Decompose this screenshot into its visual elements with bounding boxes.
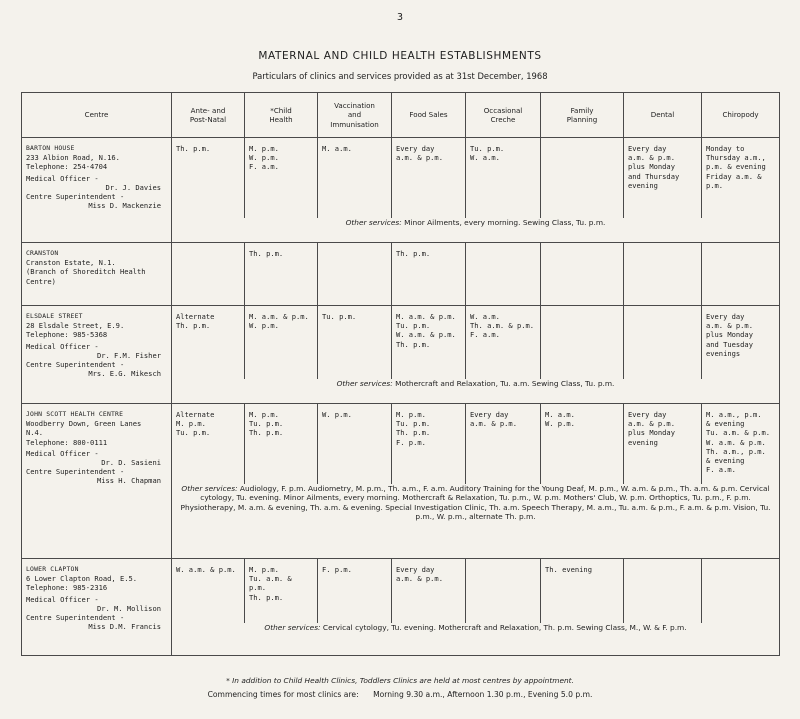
- cell-occasional-creche: [466, 404, 541, 485]
- cell-occasional-creche: [466, 243, 541, 306]
- cell-vaccination: [318, 559, 392, 624]
- superintendent-label: Centre Superintendent -: [26, 360, 125, 370]
- cell-text: M. p.m. W. p.m. F. a.m.: [249, 144, 279, 172]
- centre-address: Cranston Estate, N.1. (Branch of Shoreditch Health Centre): [26, 258, 146, 286]
- superintendent-name: Miss H. Chapman: [96, 476, 161, 486]
- commencing-label: Commencing times for most clinics are:: [207, 690, 359, 699]
- table-row: [22, 306, 780, 380]
- cell-text: Th. p.m.: [176, 144, 211, 153]
- medical-officer-name: Dr. J. Davies: [105, 182, 161, 192]
- cell-vaccination: [318, 306, 392, 380]
- cell-text: W. a.m. Th. a.m. & p.m. F. a.m.: [470, 312, 535, 340]
- superintendent-label: Centre Superintendent -: [26, 467, 125, 477]
- commencing-morning: Morning 9.30 a.m.,: [373, 690, 445, 699]
- medical-officer-label: Medical Officer -: [26, 594, 99, 604]
- centre-cell: [22, 559, 172, 656]
- page-title: MATERNAL AND CHILD HEALTH ESTABLISHMENTS: [258, 50, 542, 62]
- centre-name: JOHN SCOTT HEALTH CENTRE: [26, 410, 124, 418]
- commencing-afternoon: Afternoon 1.30 p.m.,: [447, 690, 526, 699]
- other-services-text: Minor Ailments, every morning. Sewing Class, Tu. p.m.: [404, 218, 606, 227]
- cell-text: Tu. p.m.: [322, 312, 357, 321]
- cell-food-sales: [392, 243, 466, 306]
- cell-text: Monday to Thursday a.m., p.m. & evening Friday a.m. & p.m.: [706, 144, 766, 190]
- medical-officer-name: Dr. F.M. Fisher: [96, 350, 161, 360]
- header-dental: Dental: [624, 93, 702, 138]
- cell-chiropody: [702, 404, 780, 485]
- header-vaccination: Vaccination and Immunisation: [318, 93, 392, 138]
- cell-ante-post-natal: [172, 243, 245, 306]
- centre-cell: [22, 243, 172, 306]
- table-row: [22, 559, 780, 624]
- cell-text: Every day a.m. & p.m.: [470, 410, 517, 429]
- centre-name: LOWER CLAPTON: [26, 565, 79, 573]
- superintendent-name: Miss D.M. Francis: [88, 622, 161, 632]
- cell-text: M. a.m. W. p.m.: [545, 410, 575, 429]
- centre-name: BARTON HOUSE: [26, 144, 75, 152]
- other-services-label: Other services:: [181, 484, 238, 493]
- cell-dental: [624, 138, 702, 219]
- header-ante-post-natal: Ante- and Post-Natal: [172, 93, 245, 138]
- cell-dental: [624, 404, 702, 485]
- cell-food-sales: [392, 559, 466, 624]
- cell-occasional-creche: [466, 306, 541, 380]
- cell-chiropody: [702, 243, 780, 306]
- other-services: [172, 484, 779, 522]
- other-services: [172, 623, 779, 632]
- other-services: [172, 218, 779, 227]
- header-family-planning: Family Planning: [541, 93, 624, 138]
- cell-chiropody: [702, 138, 780, 219]
- cell-chiropody: [702, 306, 780, 380]
- cell-text: Th. p.m.: [249, 249, 284, 258]
- cell-text: [541, 306, 623, 312]
- cell-text: [624, 559, 701, 565]
- superintendent-label: Centre Superintendent -: [26, 613, 125, 623]
- other-services-cell: [172, 218, 780, 243]
- cell-food-sales: [392, 138, 466, 219]
- other-services-text: Cervical cytology, Tu. evening. Mothercraft and Relaxation, Th. p.m. Sewing Class, M., W. & F. p.m.: [322, 623, 687, 632]
- cell-ante-post-natal: [172, 306, 245, 380]
- cell-ante-post-natal: [172, 559, 245, 624]
- cell-text: [541, 138, 623, 144]
- cell-text: [624, 306, 701, 312]
- cell-vaccination: [318, 404, 392, 485]
- cell-text: [702, 243, 779, 249]
- header-child-health: *Child Health: [245, 93, 318, 138]
- cell-text: Every day a.m. & p.m. plus Monday and Thursday evening: [628, 144, 680, 190]
- cell-food-sales: [392, 404, 466, 485]
- medical-officer-name: Dr. D. Sasieni: [101, 458, 161, 468]
- table-body: [22, 138, 780, 656]
- footnote: * In addition to Child Health Clinics, Toddlers Clinics are held at most centres by appointment.: [226, 676, 574, 685]
- cell-text: Th. p.m.: [396, 249, 431, 258]
- cell-family-planning: [541, 306, 624, 380]
- other-services-label: Other services:: [336, 379, 393, 388]
- cell-text: [466, 559, 540, 565]
- cell-ante-post-natal: [172, 404, 245, 485]
- cell-text: M. p.m. Tu. p.m. Th. p.m.: [249, 410, 284, 438]
- header-food-sales: Food Sales: [392, 93, 466, 138]
- cell-text: Alternate Th. p.m.: [176, 312, 215, 331]
- medical-officer-name: Dr. M. Mollison: [96, 603, 161, 613]
- cell-text: F. p.m.: [322, 565, 352, 574]
- centre-name: ELSDALE STREET: [26, 312, 83, 320]
- cell-occasional-creche: [466, 559, 541, 624]
- cell-text: [624, 243, 701, 249]
- cell-text: Every day a.m. & p.m. plus Monday evening: [628, 410, 675, 447]
- other-services-cell: [172, 484, 780, 559]
- cell-chiropody: [702, 559, 780, 624]
- cell-child-health: [245, 243, 318, 306]
- cell-text: M. a.m. & p.m. W. p.m.: [249, 312, 309, 331]
- page-number: 3: [396, 12, 404, 23]
- centre-cell: [22, 404, 172, 559]
- superintendent-name: Mrs. E.G. Mikesch: [88, 369, 161, 379]
- cell-text: M. a.m.: [322, 144, 352, 153]
- cell-text: Every day a.m. & p.m.: [396, 144, 443, 163]
- cell-family-planning: [541, 559, 624, 624]
- other-services: [172, 379, 779, 388]
- cell-dental: [624, 243, 702, 306]
- centre-address: 6 Lower Clapton Road, E.5. Telephone: 985-2316: [26, 574, 138, 593]
- medical-officer-label: Medical Officer -: [26, 173, 99, 183]
- cell-text: W. a.m. & p.m.: [176, 565, 236, 574]
- table-row: [22, 243, 780, 306]
- cell-text: M. a.m., p.m. & evening Tu. a.m. & p.m. W. a.m. & p.m. Th. a.m., p.m. & evening F. a.m.: [706, 410, 771, 475]
- cell-text: Alternate M. p.m. Tu. p.m.: [176, 410, 215, 438]
- other-services-cell: [172, 379, 780, 404]
- other-services-text: Audiology, F. p.m. Audiometry, M. p.m., Th. a.m., F. a.m. Auditory Training for the Young Deaf, M. p.m., W. a.m. & p.m., Th. a.m. & p.m. Cervical cytology, Tu. evening. Minor Ailments, every morning. Mothercraft & Relaxation, Tu. p.m., W. p.m. Mothers' Club, W. p.m. Orthoptics, Tu. p.m., F. p.m. Physiotherapy, M. a.m. & evening, Th. a.m. & evening. Special Investigation Clinic, Th. a.m. Speech Therapy, M. a.m., Tu. a.m. & p.m., F. a.m. & p.m. Vision, Tu. p.m., W. p.m., alternate Th. p.m.: [180, 484, 771, 522]
- other-services-label: Other services:: [264, 623, 321, 632]
- cell-text: Every day a.m. & p.m.: [396, 565, 443, 584]
- cell-text: M. p.m. Tu. a.m. & p.m. Th. p.m.: [249, 565, 292, 602]
- cell-text: [541, 243, 623, 249]
- superintendent-label: Centre Superintendent -: [26, 192, 125, 202]
- header-row: [22, 93, 780, 138]
- cell-occasional-creche: [466, 138, 541, 219]
- page-subtitle: Particulars of clinics and services provided as at 31st December, 1968: [252, 71, 548, 81]
- cell-text: [172, 243, 244, 249]
- cell-family-planning: [541, 138, 624, 219]
- clinics-table: [21, 92, 780, 656]
- cell-child-health: [245, 138, 318, 219]
- cell-ante-post-natal: [172, 138, 245, 219]
- cell-vaccination: [318, 138, 392, 219]
- cell-text: M. a.m. & p.m. Tu. p.m. W. a.m. & p.m. Th. p.m.: [396, 312, 456, 349]
- cell-text: [318, 243, 391, 249]
- header-centre: Centre: [22, 93, 172, 138]
- header-chiropody: Chiropody: [702, 93, 780, 138]
- cell-family-planning: [541, 243, 624, 306]
- cell-child-health: [245, 306, 318, 380]
- table-row: [22, 404, 780, 485]
- cell-dental: [624, 306, 702, 380]
- medical-officer-label: Medical Officer -: [26, 448, 99, 458]
- cell-text: Th. evening: [545, 565, 592, 574]
- centre-cell: [22, 306, 172, 404]
- centre-address: Woodberry Down, Green Lanes N.4. Telephone: 800-0111: [26, 419, 142, 447]
- cell-food-sales: [392, 306, 466, 380]
- other-services-text: Mothercraft and Relaxation, Tu. a.m. Sewing Class, Tu. p.m.: [395, 379, 615, 388]
- cell-text: [466, 243, 540, 249]
- table-row: [22, 138, 780, 219]
- centre-name: CRANSTON: [26, 249, 59, 257]
- cell-text: M. p.m. Tu. p.m. Th. p.m. F. p.m.: [396, 410, 431, 447]
- commencing-times: [0, 690, 800, 699]
- cell-family-planning: [541, 404, 624, 485]
- cell-text: Every day a.m. & p.m. plus Monday and Tuesday evenings: [706, 312, 753, 358]
- cell-text: W. p.m.: [322, 410, 352, 419]
- cell-child-health: [245, 559, 318, 624]
- centre-cell: [22, 138, 172, 243]
- other-services-cell: [172, 623, 780, 656]
- cell-text: [702, 559, 779, 565]
- centre-address: 28 Elsdale Street, E.9. Telephone: 985-5368: [26, 321, 125, 340]
- header-occasional-creche: Occasional Creche: [466, 93, 541, 138]
- cell-text: Tu. p.m. W. a.m.: [470, 144, 505, 163]
- centre-address: 233 Albion Road, N.16. Telephone: 254-4704: [26, 153, 120, 172]
- other-services-label: Other services:: [345, 218, 402, 227]
- superintendent-name: Miss D. Mackenzie: [88, 201, 161, 211]
- cell-child-health: [245, 404, 318, 485]
- cell-vaccination: [318, 243, 392, 306]
- medical-officer-label: Medical Officer -: [26, 341, 99, 351]
- commencing-evening: Evening 5.0 p.m.: [527, 690, 593, 699]
- cell-dental: [624, 559, 702, 624]
